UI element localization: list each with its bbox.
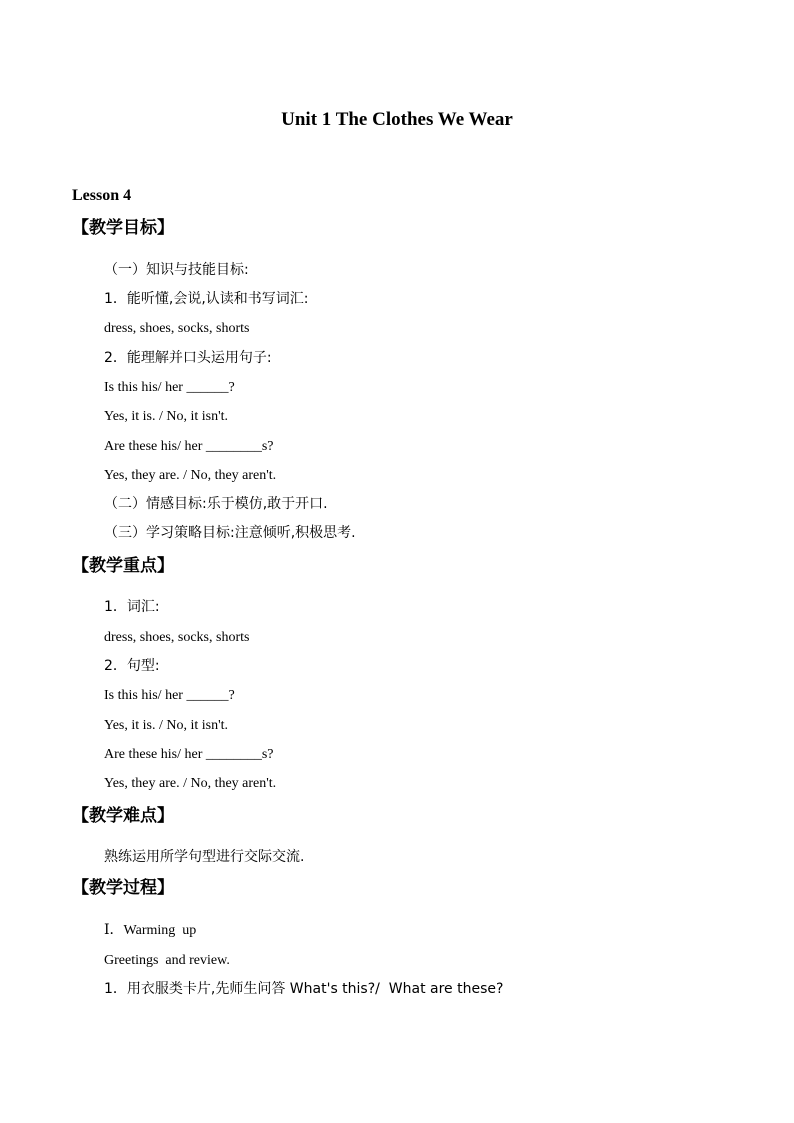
- key-point-line: Is this his/ her ______?: [104, 688, 235, 703]
- objective-line: Yes, they are. / No, they aren't.: [104, 468, 277, 483]
- objective-line: （三）学习策略目标:注意倾听,积极思考.: [104, 525, 356, 541]
- key-point-line: dress, shoes, socks, shorts: [104, 630, 250, 645]
- objective-line: （一）知识与技能目标:: [104, 262, 249, 278]
- process-line: Greetings and review.: [104, 953, 230, 968]
- section-heading-process: 【教学过程】: [72, 878, 174, 898]
- objective-line: 2．能理解并口头运用句子:: [104, 350, 272, 366]
- section-heading-key-points: 【教学重点】: [72, 556, 174, 576]
- difficulty-line: 熟练运用所学句型进行交际交流.: [104, 849, 305, 865]
- key-point-line: Yes, it is. / No, it isn't.: [104, 718, 229, 733]
- section-heading-difficulties: 【教学难点】: [72, 806, 174, 826]
- key-point-line: Are these his/ her ________s?: [104, 747, 274, 762]
- key-point-line: Yes, they are. / No, they aren't.: [104, 776, 277, 791]
- process-line: 1．用衣服类卡片,先师生问答 What's this?/ What are these?: [104, 981, 504, 997]
- document-title: Unit 1 The Clothes We Wear: [281, 109, 513, 130]
- key-point-line: 2．句型:: [104, 658, 160, 674]
- objective-line: Yes, it is. / No, it isn't.: [104, 409, 229, 424]
- objective-line: Is this his/ her ______?: [104, 380, 235, 395]
- process-line: Ⅰ．Warming up: [104, 923, 197, 938]
- key-point-line: 1．词汇:: [104, 599, 160, 615]
- objective-line: Are these his/ her ________s?: [104, 439, 274, 454]
- objective-line: dress, shoes, socks, shorts: [104, 321, 250, 336]
- objective-line: 1．能听懂,会说,认读和书写词汇:: [104, 291, 309, 307]
- objective-line: （二）情感目标:乐于模仿,敢于开口.: [104, 496, 328, 512]
- section-heading-objectives: 【教学目标】: [72, 218, 174, 238]
- lesson-label: Lesson 4: [72, 187, 132, 204]
